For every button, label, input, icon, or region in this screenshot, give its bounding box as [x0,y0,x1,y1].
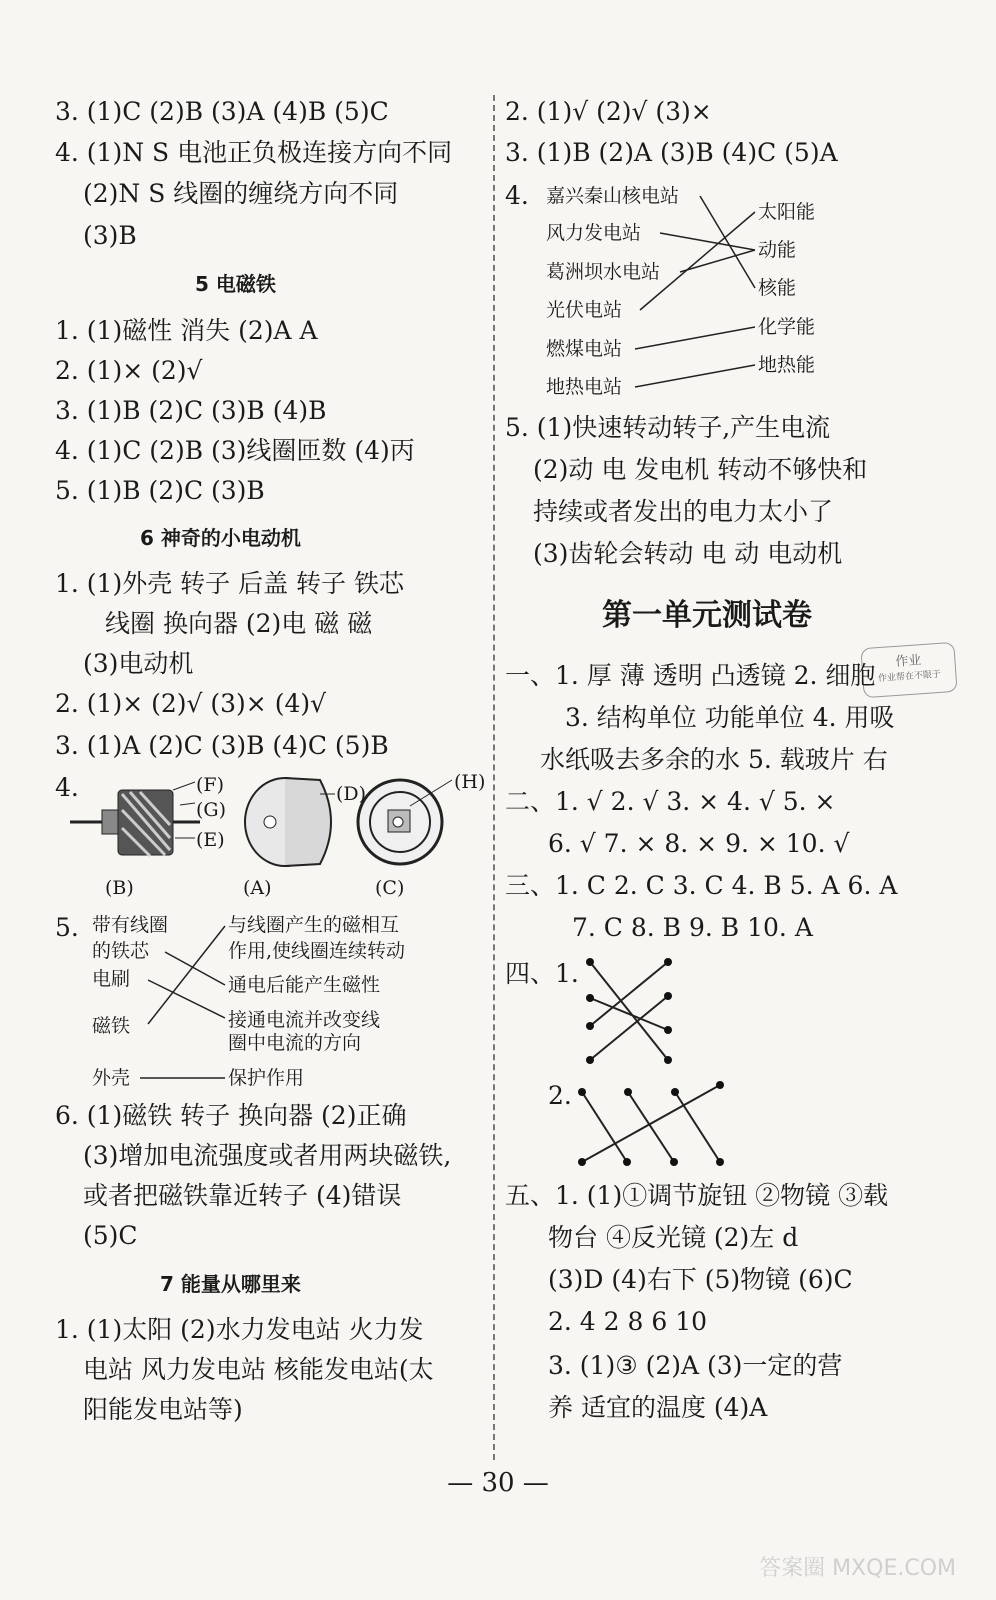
lesson5-title: 5 电磁铁 [195,272,276,296]
label-e: (E) [196,829,225,851]
lesson7-title: 7 能量从哪里来 [160,1272,301,1296]
s2b: 6. √ 7. × 8. × 9. × 10. √ [548,829,850,858]
prev-q3: 3. (1)C (2)B (3)A (4)B (5)C [55,97,389,126]
s5f: 养 适宜的温度 (4)A [548,1393,768,1422]
l6-q5-right-2: 通电后能产生磁性 [228,974,381,996]
label-f: (F) [196,774,225,796]
r-q4-num: 4. [505,181,529,210]
station-3: 光伏电站 [546,299,623,321]
prev-q4b: (2)N S 线圈的缠绕方向不同 [83,179,399,208]
station-2: 葛洲坝水电站 [546,261,661,283]
l6-q1b: 线圈 换向器 (2)电 磁 磁 [105,609,373,638]
l6-q5-right-3: 接通电流并改变线 [228,1009,381,1031]
station-5: 地热电站 [546,376,623,398]
label-g: (G) [196,799,227,821]
prev-q4a: 4. (1)N S 电池正负极连接方向不同 [55,138,453,167]
s1b: 3. 结构单位 功能单位 4. 用吸 [565,703,895,732]
s4b: 2. [548,1081,572,1110]
l6-q5-right-1: 作用,使线圈连续转动 [228,940,406,962]
s5a: 五、1. (1)①调节旋钮 ②物镜 ③载 [505,1181,889,1210]
label-h: (H) [454,771,486,793]
s1a: 一、1. 厚 薄 透明 凸透镜 2. 细胞 [505,661,876,690]
r-q2: 2. (1)√ (2)√ (3)× [505,97,712,126]
prev-q4c: (3)B [83,221,137,250]
s3a: 三、1. C 2. C 3. C 4. B 5. A 6. A [505,871,898,900]
l6-q4-num: 4. [55,773,79,802]
station-4: 燃煤电站 [546,338,623,360]
l5-q3: 3. (1)B (2)C (3)B (4)B [55,396,327,425]
l6-q2: 2. (1)× (2)√ (3)× (4)√ [55,689,327,718]
l6-q5-left-4: 外壳 [92,1067,131,1089]
s5c: (3)D (4)右下 (5)物镜 (6)C [548,1265,853,1294]
l6-q5-left-2: 电刷 [92,968,131,990]
r-q5b: (2)动 电 发电机 转动不够快和 [533,455,868,484]
energy-1: 动能 [758,239,797,261]
station-1: 风力发电站 [546,222,642,244]
watermark: 答案圈 MXQE.COM [759,1556,956,1581]
r-q5c: 持续或者发出的电力太小了 [533,497,834,526]
r-q5d: (3)齿轮会转动 电 动 电动机 [533,539,843,568]
energy-0: 太阳能 [758,201,816,223]
caption-b: (B) [105,877,134,899]
test-title: 第一单元测试卷 [602,598,812,633]
r-q5a: 5. (1)快速转动转子,产生电流 [505,413,831,442]
l5-q5: 5. (1)B (2)C (3)B [55,476,265,505]
energy-3: 化学能 [758,316,816,338]
station-0: 嘉兴秦山核电站 [546,185,680,207]
caption-c: (C) [375,877,405,899]
l6-q6a: 6. (1)磁铁 转子 换向器 (2)正确 [55,1101,407,1130]
s1c: 水纸吸去多余的水 5. 载玻片 右 [540,745,888,774]
energy-2: 核能 [758,277,797,299]
s4a: 四、1. [505,959,579,988]
l6-q5-left-0: 带有线圈 [92,914,169,936]
lesson6-title: 6 神奇的小电动机 [140,526,301,550]
l6-q5-right-5: 保护作用 [228,1067,305,1089]
s5d: 2. 4 2 8 6 10 [548,1307,708,1336]
l6-q5-left-3: 磁铁 [92,1015,131,1037]
label-d: (D) [336,783,367,805]
l6-q1a: 1. (1)外壳 转子 后盖 转子 铁芯 [55,569,404,598]
l5-q1: 1. (1)磁性 消失 (2)A A [55,316,318,345]
l5-q2: 2. (1)× (2)√ [55,356,203,385]
l6-q5-num: 5. [55,913,79,942]
caption-a: (A) [243,877,272,899]
l6-q6d: (5)C [83,1221,138,1250]
s3b: 7. C 8. B 9. B 10. A [572,913,813,942]
s2a: 二、1. √ 2. √ 3. × 4. √ 5. × [505,787,836,816]
l7-q1c: 阳能发电站等) [83,1395,243,1424]
l6-q3: 3. (1)A (2)C (3)B (4)C (5)B [55,731,389,760]
l6-q5-left-1: 的铁芯 [92,940,150,962]
l6-q6c: 或者把磁铁靠近转子 (4)错误 [83,1181,402,1210]
l7-q1b: 电站 风力发电站 核能发电站(太 [83,1355,434,1384]
l6-q5-right-4: 圈中电流的方向 [228,1032,362,1054]
l6-q5-right-0: 与线圈产生的磁相互 [228,914,400,936]
page-number: — 30 — [447,1468,549,1498]
s5e: 3. (1)③ (2)A (3)一定的营 [548,1351,843,1380]
homework-stamp: 作业 作业帮在不限于 [860,642,957,698]
l7-q1a: 1. (1)太阳 (2)水力发电站 火力发 [55,1315,424,1344]
energy-4: 地热能 [758,354,816,376]
l6-q1c: (3)电动机 [83,649,194,678]
s5b: 物台 ④反光镜 (2)左 d [548,1223,799,1252]
l5-q4: 4. (1)C (2)B (3)线圈匝数 (4)丙 [55,436,415,465]
r-q3: 3. (1)B (2)A (3)B (4)C (5)A [505,138,838,167]
l6-q6b: (3)增加电流强度或者用两块磁铁, [83,1141,452,1170]
